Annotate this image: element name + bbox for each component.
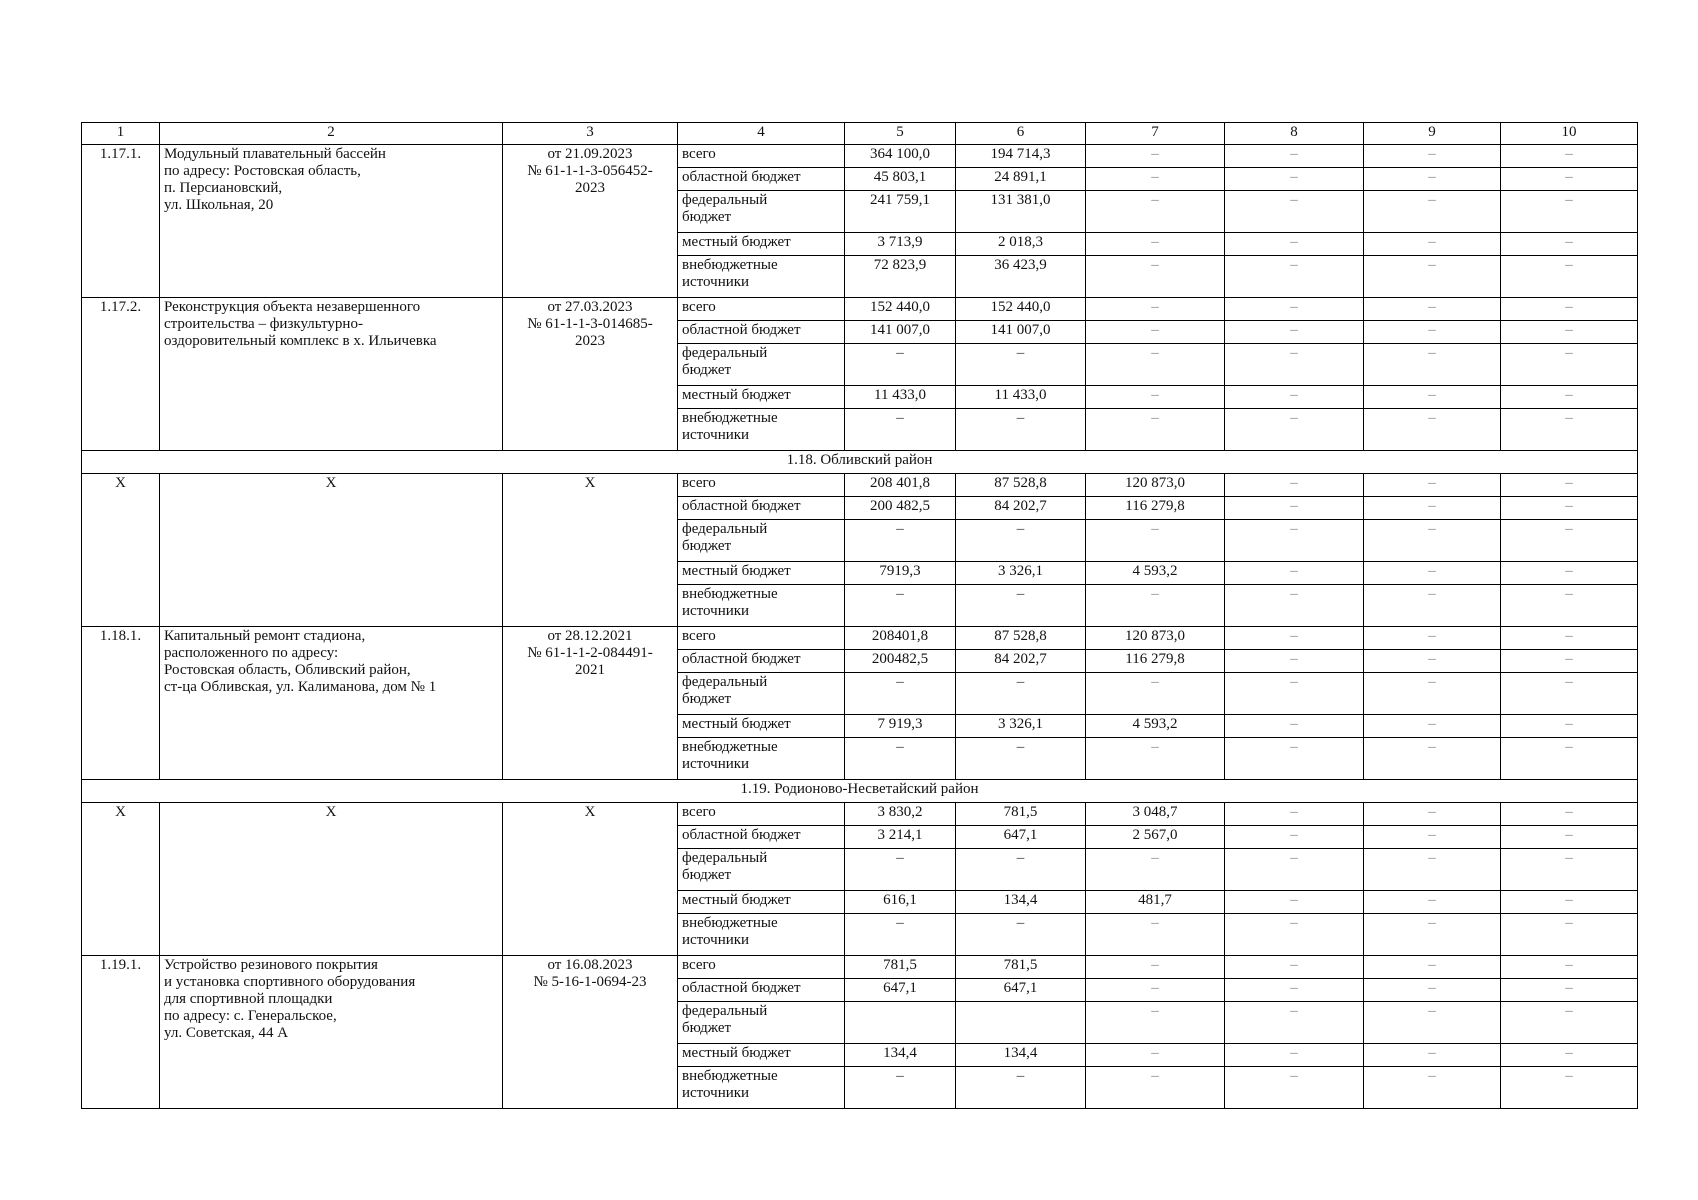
expertise-conclusion: от 16.08.2023 № 5-16-1-0694-23 bbox=[503, 956, 678, 1109]
value-cell-col-10: – bbox=[1501, 321, 1638, 344]
value-cell-col-8: – bbox=[1225, 256, 1364, 298]
value-cell-col-5: – bbox=[845, 1067, 956, 1109]
value-cell-col-7: 4 593,2 bbox=[1086, 715, 1225, 738]
column-number-3: 3 bbox=[503, 123, 678, 145]
value-cell-col-6: 647,1 bbox=[956, 826, 1086, 849]
value-cell-col-10: – bbox=[1501, 1002, 1638, 1044]
value-cell-col-6: – bbox=[956, 409, 1086, 451]
value-cell-col-9: – bbox=[1364, 233, 1501, 256]
value-cell-col-10: – bbox=[1501, 715, 1638, 738]
value-cell-col-8: – bbox=[1225, 562, 1364, 585]
funding-source-label: всего bbox=[678, 956, 845, 979]
value-cell-col-9: – bbox=[1364, 474, 1501, 497]
value-cell-col-6: 87 528,8 bbox=[956, 474, 1086, 497]
value-cell-col-5: – bbox=[845, 738, 956, 780]
value-cell-col-10: – bbox=[1501, 979, 1638, 1002]
value-cell-col-10: – bbox=[1501, 168, 1638, 191]
section-title: 1.19. Родионово-Несветайский район bbox=[82, 780, 1638, 803]
value-cell-col-8: – bbox=[1225, 168, 1364, 191]
value-cell-col-8: – bbox=[1225, 386, 1364, 409]
value-cell-col-10: – bbox=[1501, 474, 1638, 497]
value-cell-col-7: – bbox=[1086, 168, 1225, 191]
value-cell-col-9: – bbox=[1364, 891, 1501, 914]
funding-source-label: федеральный бюджет bbox=[678, 849, 845, 891]
funding-source-label: местный бюджет bbox=[678, 1044, 845, 1067]
value-cell-col-9: – bbox=[1364, 1067, 1501, 1109]
value-cell-col-6: 84 202,7 bbox=[956, 497, 1086, 520]
value-cell-col-7: – bbox=[1086, 321, 1225, 344]
value-cell-col-6: – bbox=[956, 1067, 1086, 1109]
value-cell-col-8: – bbox=[1225, 409, 1364, 451]
value-cell-col-5: – bbox=[845, 409, 956, 451]
value-cell-col-7: 4 593,2 bbox=[1086, 562, 1225, 585]
value-cell-col-5: 364 100,0 bbox=[845, 145, 956, 168]
value-cell-col-5: 781,5 bbox=[845, 956, 956, 979]
value-cell-col-8: – bbox=[1225, 673, 1364, 715]
value-cell-col-9: – bbox=[1364, 650, 1501, 673]
value-cell-col-6 bbox=[956, 1002, 1086, 1044]
value-cell-col-9: – bbox=[1364, 321, 1501, 344]
value-cell-col-8: – bbox=[1225, 826, 1364, 849]
value-cell-col-10: – bbox=[1501, 585, 1638, 627]
value-cell-col-8: – bbox=[1225, 914, 1364, 956]
value-cell-col-10: – bbox=[1501, 826, 1638, 849]
value-cell-col-10: – bbox=[1501, 914, 1638, 956]
column-number-10: 10 bbox=[1501, 123, 1638, 145]
value-cell-col-10: – bbox=[1501, 386, 1638, 409]
value-cell-col-10: – bbox=[1501, 1067, 1638, 1109]
funding-source-label: всего bbox=[678, 474, 845, 497]
funding-source-label: федеральный бюджет bbox=[678, 191, 845, 233]
column-number-4: 4 bbox=[678, 123, 845, 145]
value-cell-col-10: – bbox=[1501, 497, 1638, 520]
column-number-1: 1 bbox=[82, 123, 160, 145]
value-cell-col-8: – bbox=[1225, 627, 1364, 650]
value-cell-col-6: 3 326,1 bbox=[956, 715, 1086, 738]
funding-source-label: местный бюджет bbox=[678, 891, 845, 914]
value-cell-col-7: 3 048,7 bbox=[1086, 803, 1225, 826]
funding-source-label: внебюджетные источники bbox=[678, 409, 845, 451]
value-cell-col-5: 7919,3 bbox=[845, 562, 956, 585]
expertise-conclusion: от 21.09.2023 № 61-1-1-3-056452- 2023 bbox=[503, 145, 678, 298]
column-number-5: 5 bbox=[845, 123, 956, 145]
value-cell-col-9: – bbox=[1364, 1002, 1501, 1044]
value-cell-col-8: – bbox=[1225, 145, 1364, 168]
funding-source-label: местный бюджет bbox=[678, 386, 845, 409]
value-cell-col-6: 84 202,7 bbox=[956, 650, 1086, 673]
item-name: X bbox=[160, 803, 503, 956]
value-cell-col-9: – bbox=[1364, 826, 1501, 849]
value-cell-col-6: 134,4 bbox=[956, 1044, 1086, 1067]
item-number: X bbox=[82, 803, 160, 956]
value-cell-col-8: – bbox=[1225, 803, 1364, 826]
value-cell-col-7: 120 873,0 bbox=[1086, 474, 1225, 497]
table-row bbox=[82, 803, 1638, 826]
funding-source-label: федеральный бюджет bbox=[678, 673, 845, 715]
value-cell-col-8: – bbox=[1225, 1044, 1364, 1067]
value-cell-col-5: 241 759,1 bbox=[845, 191, 956, 233]
value-cell-col-5: 152 440,0 bbox=[845, 298, 956, 321]
value-cell-col-6: – bbox=[956, 738, 1086, 780]
value-cell-col-6: 152 440,0 bbox=[956, 298, 1086, 321]
value-cell-col-6: 11 433,0 bbox=[956, 386, 1086, 409]
value-cell-col-7: – bbox=[1086, 191, 1225, 233]
value-cell-col-7: – bbox=[1086, 233, 1225, 256]
value-cell-col-5: 616,1 bbox=[845, 891, 956, 914]
value-cell-col-10: – bbox=[1501, 891, 1638, 914]
item-number: 1.17.1. bbox=[82, 145, 160, 298]
value-cell-col-7: – bbox=[1086, 256, 1225, 298]
value-cell-col-9: – bbox=[1364, 627, 1501, 650]
value-cell-col-9: – bbox=[1364, 386, 1501, 409]
value-cell-col-5: 45 803,1 bbox=[845, 168, 956, 191]
value-cell-col-7: – bbox=[1086, 1044, 1225, 1067]
value-cell-col-10: – bbox=[1501, 191, 1638, 233]
value-cell-col-8: – bbox=[1225, 520, 1364, 562]
funding-source-label: федеральный бюджет bbox=[678, 520, 845, 562]
funding-source-label: областной бюджет bbox=[678, 168, 845, 191]
value-cell-col-9: – bbox=[1364, 168, 1501, 191]
value-cell-col-7: – bbox=[1086, 386, 1225, 409]
value-cell-col-6: 131 381,0 bbox=[956, 191, 1086, 233]
value-cell-col-10: – bbox=[1501, 1044, 1638, 1067]
value-cell-col-8: – bbox=[1225, 497, 1364, 520]
value-cell-col-6: 647,1 bbox=[956, 979, 1086, 1002]
value-cell-col-10: – bbox=[1501, 627, 1638, 650]
section-title: 1.18. Обливский район bbox=[82, 451, 1638, 474]
value-cell-col-5: – bbox=[845, 344, 956, 386]
value-cell-col-5: 3 214,1 bbox=[845, 826, 956, 849]
value-cell-col-5: 3 713,9 bbox=[845, 233, 956, 256]
value-cell-col-10: – bbox=[1501, 803, 1638, 826]
table-row bbox=[82, 627, 1638, 650]
table-body bbox=[82, 123, 1638, 1109]
funding-source-label: областной бюджет bbox=[678, 650, 845, 673]
funding-source-label: местный бюджет bbox=[678, 233, 845, 256]
value-cell-col-5: – bbox=[845, 673, 956, 715]
value-cell-col-7: – bbox=[1086, 585, 1225, 627]
item-name: Реконструкция объекта незавершенного строительства – физкультурно- оздоровительный комплекс в х. Ильичевка bbox=[160, 298, 503, 451]
value-cell-col-8: – bbox=[1225, 891, 1364, 914]
value-cell-col-5: 72 823,9 bbox=[845, 256, 956, 298]
value-cell-col-7: – bbox=[1086, 1067, 1225, 1109]
value-cell-col-7: – bbox=[1086, 738, 1225, 780]
value-cell-col-10: – bbox=[1501, 562, 1638, 585]
value-cell-col-5: 134,4 bbox=[845, 1044, 956, 1067]
value-cell-col-8: – bbox=[1225, 233, 1364, 256]
value-cell-col-10: – bbox=[1501, 520, 1638, 562]
table-row bbox=[82, 298, 1638, 321]
value-cell-col-9: – bbox=[1364, 1044, 1501, 1067]
column-number-6: 6 bbox=[956, 123, 1086, 145]
value-cell-col-7: 116 279,8 bbox=[1086, 650, 1225, 673]
value-cell-col-10: – bbox=[1501, 233, 1638, 256]
value-cell-col-8: – bbox=[1225, 298, 1364, 321]
item-name: Модульный плавательный бассейн по адресу: Ростовская область, п. Персиановский, ул. Школьная, 20 bbox=[160, 145, 503, 298]
value-cell-col-8: – bbox=[1225, 738, 1364, 780]
item-name: Устройство резинового покрытия и установка спортивного оборудования для спортивной площадки по адресу: с. Генеральское, ул. Советская, 44 А bbox=[160, 956, 503, 1109]
value-cell-col-10: – bbox=[1501, 956, 1638, 979]
value-cell-col-9: – bbox=[1364, 562, 1501, 585]
value-cell-col-6: – bbox=[956, 673, 1086, 715]
funding-source-label: всего bbox=[678, 803, 845, 826]
value-cell-col-9: – bbox=[1364, 191, 1501, 233]
value-cell-col-5: 7 919,3 bbox=[845, 715, 956, 738]
value-cell-col-7: – bbox=[1086, 849, 1225, 891]
value-cell-col-7: 481,7 bbox=[1086, 891, 1225, 914]
funding-source-label: всего bbox=[678, 298, 845, 321]
value-cell-col-7: 116 279,8 bbox=[1086, 497, 1225, 520]
funding-source-label: внебюджетные источники bbox=[678, 256, 845, 298]
value-cell-col-9: – bbox=[1364, 585, 1501, 627]
funding-source-label: федеральный бюджет bbox=[678, 344, 845, 386]
value-cell-col-9: – bbox=[1364, 409, 1501, 451]
value-cell-col-9: – bbox=[1364, 256, 1501, 298]
item-number: 1.17.2. bbox=[82, 298, 160, 451]
value-cell-col-9: – bbox=[1364, 520, 1501, 562]
column-number-row bbox=[82, 123, 1638, 145]
value-cell-col-6: 2 018,3 bbox=[956, 233, 1086, 256]
value-cell-col-9: – bbox=[1364, 849, 1501, 891]
funding-source-label: всего bbox=[678, 145, 845, 168]
value-cell-col-8: – bbox=[1225, 956, 1364, 979]
value-cell-col-5: 141 007,0 bbox=[845, 321, 956, 344]
value-cell-col-7: – bbox=[1086, 520, 1225, 562]
funding-source-label: внебюджетные источники bbox=[678, 585, 845, 627]
funding-source-label: внебюджетные источники bbox=[678, 738, 845, 780]
value-cell-col-7: – bbox=[1086, 956, 1225, 979]
value-cell-col-8: – bbox=[1225, 1067, 1364, 1109]
value-cell-col-9: – bbox=[1364, 715, 1501, 738]
value-cell-col-6: 36 423,9 bbox=[956, 256, 1086, 298]
value-cell-col-5 bbox=[845, 1002, 956, 1044]
value-cell-col-9: – bbox=[1364, 738, 1501, 780]
value-cell-col-5: 200482,5 bbox=[845, 650, 956, 673]
value-cell-col-10: – bbox=[1501, 409, 1638, 451]
value-cell-col-7: – bbox=[1086, 914, 1225, 956]
item-number: 1.18.1. bbox=[82, 627, 160, 780]
value-cell-col-5: – bbox=[845, 914, 956, 956]
value-cell-col-10: – bbox=[1501, 650, 1638, 673]
column-number-7: 7 bbox=[1086, 123, 1225, 145]
funding-source-label: местный бюджет bbox=[678, 562, 845, 585]
value-cell-col-6: – bbox=[956, 849, 1086, 891]
value-cell-col-9: – bbox=[1364, 145, 1501, 168]
section-row bbox=[82, 780, 1638, 803]
expertise-conclusion: X bbox=[503, 474, 678, 627]
funding-source-label: областной бюджет bbox=[678, 497, 845, 520]
table-row bbox=[82, 956, 1638, 979]
value-cell-col-6: 87 528,8 bbox=[956, 627, 1086, 650]
value-cell-col-5: 647,1 bbox=[845, 979, 956, 1002]
value-cell-col-8: – bbox=[1225, 474, 1364, 497]
column-number-2: 2 bbox=[160, 123, 503, 145]
value-cell-col-10: – bbox=[1501, 738, 1638, 780]
value-cell-col-5: 208401,8 bbox=[845, 627, 956, 650]
value-cell-col-8: – bbox=[1225, 650, 1364, 673]
value-cell-col-8: – bbox=[1225, 715, 1364, 738]
expertise-conclusion: X bbox=[503, 803, 678, 956]
column-number-8: 8 bbox=[1225, 123, 1364, 145]
item-name: Капитальный ремонт стадиона, расположенного по адресу: Ростовская область, Обливский район, ст-ца Обливская, ул. Калиманова, дом № 1 bbox=[160, 627, 503, 780]
funding-source-label: областной бюджет bbox=[678, 979, 845, 1002]
value-cell-col-9: – bbox=[1364, 497, 1501, 520]
value-cell-col-9: – bbox=[1364, 673, 1501, 715]
value-cell-col-6: 3 326,1 bbox=[956, 562, 1086, 585]
value-cell-col-6: 141 007,0 bbox=[956, 321, 1086, 344]
value-cell-col-6: 194 714,3 bbox=[956, 145, 1086, 168]
value-cell-col-6: 134,4 bbox=[956, 891, 1086, 914]
value-cell-col-7: – bbox=[1086, 344, 1225, 386]
funding-source-label: федеральный бюджет bbox=[678, 1002, 845, 1044]
item-number: X bbox=[82, 474, 160, 627]
value-cell-col-9: – bbox=[1364, 344, 1501, 386]
value-cell-col-7: – bbox=[1086, 145, 1225, 168]
value-cell-col-8: – bbox=[1225, 191, 1364, 233]
value-cell-col-8: – bbox=[1225, 1002, 1364, 1044]
value-cell-col-6: 24 891,1 bbox=[956, 168, 1086, 191]
column-number-9: 9 bbox=[1364, 123, 1501, 145]
funding-source-label: всего bbox=[678, 627, 845, 650]
value-cell-col-6: 781,5 bbox=[956, 956, 1086, 979]
value-cell-col-7: 2 567,0 bbox=[1086, 826, 1225, 849]
value-cell-col-7: – bbox=[1086, 1002, 1225, 1044]
value-cell-col-6: 781,5 bbox=[956, 803, 1086, 826]
value-cell-col-9: – bbox=[1364, 914, 1501, 956]
funding-source-label: внебюджетные источники bbox=[678, 914, 845, 956]
funding-source-label: внебюджетные источники bbox=[678, 1067, 845, 1109]
value-cell-col-7: – bbox=[1086, 409, 1225, 451]
value-cell-col-10: – bbox=[1501, 344, 1638, 386]
item-number: 1.19.1. bbox=[82, 956, 160, 1109]
value-cell-col-6: – bbox=[956, 585, 1086, 627]
value-cell-col-5: 11 433,0 bbox=[845, 386, 956, 409]
value-cell-col-10: – bbox=[1501, 849, 1638, 891]
value-cell-col-7: – bbox=[1086, 673, 1225, 715]
value-cell-col-6: – bbox=[956, 344, 1086, 386]
value-cell-col-7: – bbox=[1086, 979, 1225, 1002]
value-cell-col-8: – bbox=[1225, 849, 1364, 891]
value-cell-col-5: 3 830,2 bbox=[845, 803, 956, 826]
table-row bbox=[82, 474, 1638, 497]
value-cell-col-8: – bbox=[1225, 585, 1364, 627]
value-cell-col-8: – bbox=[1225, 321, 1364, 344]
funding-source-label: областной бюджет bbox=[678, 826, 845, 849]
value-cell-col-5: 200 482,5 bbox=[845, 497, 956, 520]
item-name: X bbox=[160, 474, 503, 627]
value-cell-col-6: – bbox=[956, 914, 1086, 956]
value-cell-col-9: – bbox=[1364, 803, 1501, 826]
value-cell-col-10: – bbox=[1501, 673, 1638, 715]
value-cell-col-10: – bbox=[1501, 256, 1638, 298]
funding-source-label: местный бюджет bbox=[678, 715, 845, 738]
value-cell-col-5: – bbox=[845, 585, 956, 627]
value-cell-col-6: – bbox=[956, 520, 1086, 562]
value-cell-col-10: – bbox=[1501, 298, 1638, 321]
value-cell-col-5: – bbox=[845, 520, 956, 562]
value-cell-col-7: 120 873,0 bbox=[1086, 627, 1225, 650]
value-cell-col-9: – bbox=[1364, 298, 1501, 321]
value-cell-col-7: – bbox=[1086, 298, 1225, 321]
expertise-conclusion: от 27.03.2023 № 61-1-1-3-014685- 2023 bbox=[503, 298, 678, 451]
value-cell-col-5: – bbox=[845, 849, 956, 891]
value-cell-col-10: – bbox=[1501, 145, 1638, 168]
table-row bbox=[82, 145, 1638, 168]
value-cell-col-9: – bbox=[1364, 956, 1501, 979]
expertise-conclusion: от 28.12.2021 № 61-1-1-2-084491- 2021 bbox=[503, 627, 678, 780]
funding-source-label: областной бюджет bbox=[678, 321, 845, 344]
value-cell-col-8: – bbox=[1225, 979, 1364, 1002]
section-row bbox=[82, 451, 1638, 474]
value-cell-col-8: – bbox=[1225, 344, 1364, 386]
financing-table bbox=[81, 122, 1638, 1109]
value-cell-col-9: – bbox=[1364, 979, 1501, 1002]
value-cell-col-5: 208 401,8 bbox=[845, 474, 956, 497]
